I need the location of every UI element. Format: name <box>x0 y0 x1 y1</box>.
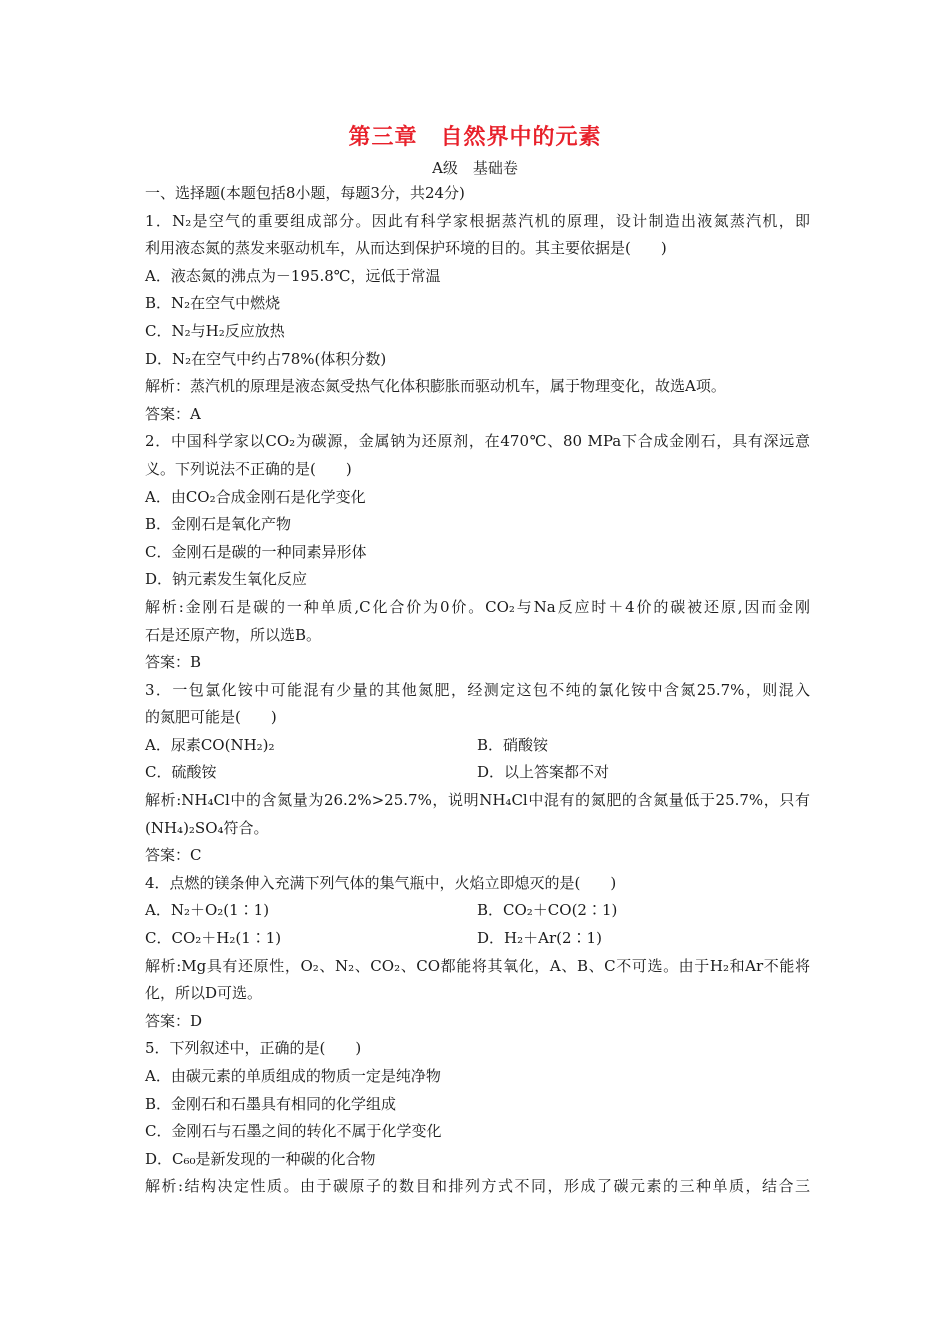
text-line: 1．N₂是空气的重要组成部分。因此有科学家根据蒸汽机的原理，设计制造出液氮蒸汽机，即 <box>145 211 810 230</box>
text-line: A．由CO₂合成金刚石是化学变化 <box>145 487 366 506</box>
option-row <box>145 897 810 925</box>
option-left: C．CO₂＋H₂(1∶1) <box>145 929 282 948</box>
text-line: B．金刚石和石墨具有相同的化学组成 <box>145 1094 397 1113</box>
document-body <box>145 180 810 1201</box>
text-line: 答案：B <box>145 653 202 672</box>
text-line: 4．点燃的镁条伸入充满下列气体的集气瓶中，火焰立即熄灭的是( ) <box>145 873 617 892</box>
text-line: D．C₆₀是新发现的一种碳的化合物 <box>145 1149 376 1168</box>
option-left: A．N₂＋O₂(1∶1) <box>145 901 270 920</box>
text-line: (NH₄)₂SO₄符合。 <box>145 818 269 837</box>
text-line: 利用液态氮的蒸发来驱动机车，从而达到保护环境的目的。其主要依据是( ) <box>145 239 667 258</box>
text-line: 石是还原产物，所以选B。 <box>145 625 322 644</box>
text-line: 2．中国科学家以CO₂为碳源，金属钠为还原剂，在470℃、80 MPa下合成金刚石，具有深远意 <box>145 432 810 451</box>
text-line: B．金刚石是氧化产物 <box>145 515 292 534</box>
option-right: D．H₂＋Ar(2∶1) <box>477 929 602 948</box>
text-line: 一、选择题(本题包括8小题，每题3分，共24分) <box>145 184 465 202</box>
text-line: A．由碳元素的单质组成的物质一定是纯净物 <box>145 1067 441 1085</box>
text-line: 答案：C <box>145 846 202 865</box>
text-line: D．N₂在空气中约占78%(体积分数) <box>145 349 387 368</box>
text-line: 解析:金刚石是碳的一种单质,C化合价为0价。CO₂与Na反应时＋4价的碳被还原,因而金刚 <box>145 597 810 616</box>
text-line: 3．一包氯化铵中可能混有少量的其他氮肥，经测定这包不纯的氯化铵中含氮25.7%，则混入 <box>145 680 810 699</box>
text-line: 5．下列叙述中，正确的是( ) <box>145 1039 362 1058</box>
text-line: 解析：蒸汽机的原理是液态氮受热气化体积膨胀而驱动机车，属于物理变化，故选A项。 <box>145 377 726 396</box>
text-line: 解析:NH₄Cl中的含氮量为26.2%>25.7%，说明NH₄Cl中混有的氮肥的含氮量低于25.7%，只有 <box>145 791 810 810</box>
text-line: D．钠元素发生氧化反应 <box>145 570 308 589</box>
text-line: 化，所以D可选。 <box>145 984 263 1003</box>
option-right: B．硝酸铵 <box>477 735 549 754</box>
page-subtitle: A级 基础卷 <box>432 159 518 177</box>
text-line: 答案：D <box>145 1011 203 1030</box>
text-line: A．液态氮的沸点为－195.8℃，远低于常温 <box>145 266 441 285</box>
option-row <box>145 732 810 760</box>
option-row <box>145 925 810 953</box>
text-line: C．金刚石是碳的一种同素异形体 <box>145 542 367 561</box>
page-title: 第三章 自然界中的元素 <box>348 125 602 150</box>
text-line: 解析:Mg具有还原性，O₂、N₂、CO₂、CO都能将其氧化，A、B、C不可选。由于H₂和Ar不能将 <box>145 956 810 975</box>
option-right: D．以上答案都不对 <box>477 763 610 782</box>
text-line: 解析:结构决定性质。由于碳原子的数目和排列方式不同，形成了碳元素的三种单质，结合三 <box>145 1177 810 1196</box>
option-left: C．硫酸铵 <box>145 763 217 782</box>
text-line: B．N₂在空气中燃烧 <box>145 294 281 313</box>
text-line: 答案：A <box>145 404 201 423</box>
text-line: C．N₂与H₂反应放热 <box>145 321 285 340</box>
option-left: A．尿素CO(NH₂)₂ <box>145 735 275 754</box>
text-line: 的氮肥可能是( ) <box>145 708 277 727</box>
option-row <box>145 759 810 787</box>
option-right: B．CO₂＋CO(2∶1) <box>477 901 618 920</box>
text-line: 义。下列说法不正确的是( ) <box>145 459 352 478</box>
text-line: C．金刚石与石墨之间的转化不属于化学变化 <box>145 1122 442 1141</box>
